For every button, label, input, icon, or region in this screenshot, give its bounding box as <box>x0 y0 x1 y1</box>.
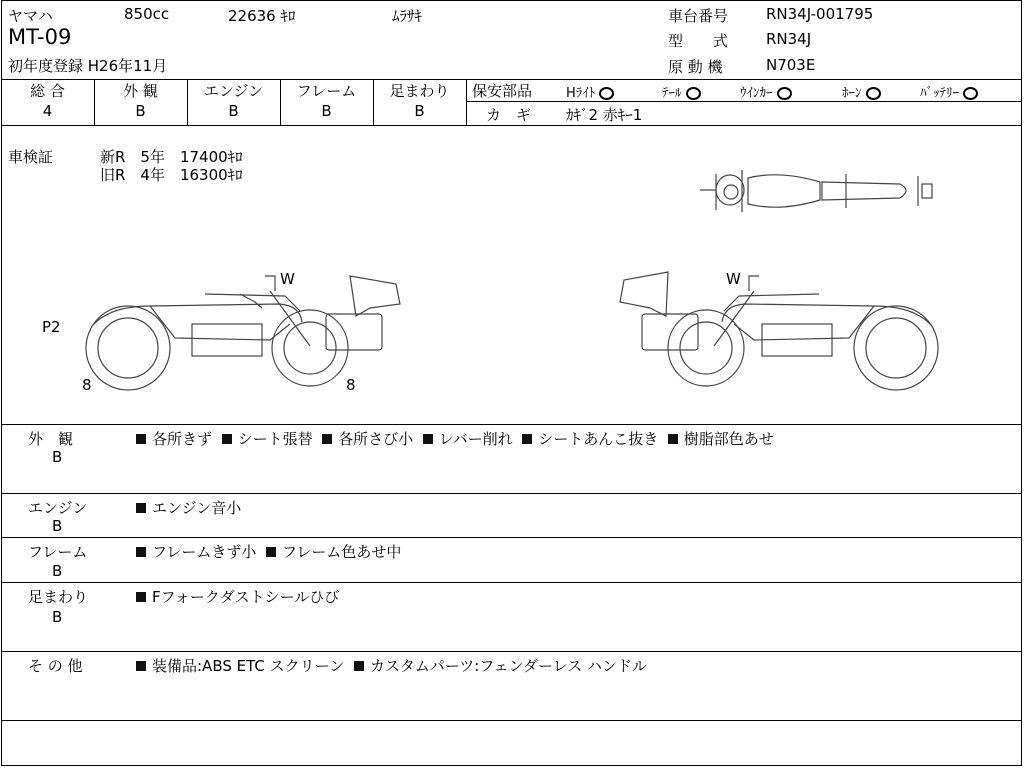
safety-tail: ﾃｰﾙ <box>662 82 701 101</box>
safety-label: 保安部品 <box>472 82 533 100</box>
remark-frame-grade: B <box>52 562 63 580</box>
frame-no-label: 車台番号 <box>668 7 729 25</box>
remark-frame-label: フレーム <box>28 543 88 561</box>
bullet-square-icon <box>222 434 232 444</box>
ok-circle-icon <box>686 87 701 100</box>
top-view-drawing <box>700 170 932 212</box>
grade-exterior-label: 外 観 <box>123 82 158 100</box>
bullet-square-icon <box>322 434 332 444</box>
ok-circle-icon <box>866 87 881 100</box>
right-side-drawing <box>620 272 938 390</box>
grade-exterior-value: B <box>135 102 146 120</box>
grade-overall-label: 総 合 <box>30 82 65 100</box>
remark-engine-label: エンジン <box>28 499 88 517</box>
bullet-square-icon <box>136 592 146 602</box>
displacement: 850cc <box>124 5 170 23</box>
first-registration: 初年度登録 H26年11月 <box>8 57 168 75</box>
remark-other-label: そ の 他 <box>28 657 83 675</box>
type-value: RN34J <box>766 30 812 48</box>
right-w-mark: W <box>726 270 741 288</box>
bullet-square-icon <box>668 434 678 444</box>
grade-engine-label: エンジン <box>203 82 264 100</box>
key-value: ｶｷﾞ2 赤ｷｰ1 <box>566 106 643 124</box>
bullet-square-icon <box>136 503 146 513</box>
color: ﾑﾗｻｷ <box>392 7 423 25</box>
model-name: MT-09 <box>8 25 72 49</box>
remark-suspension-items: Fフォークダストシールひび <box>136 586 339 607</box>
bullet-square-icon <box>266 547 276 557</box>
safety-mid-line <box>466 101 1022 102</box>
safety-horn: ﾎｰﾝ <box>842 82 881 101</box>
bullet-square-icon <box>354 661 364 671</box>
inspection-label: 車検証 <box>8 148 54 166</box>
left-front-8-mark: 8 <box>82 376 92 394</box>
safety-battery: ﾊﾞｯﾃﾘｰ <box>920 82 978 101</box>
frame-no: RN34J-001795 <box>766 5 874 23</box>
safety-winker: ｳｲﾝｶｰ <box>740 82 792 101</box>
bullet-square-icon <box>423 434 433 444</box>
remark-exterior-grade: B <box>52 448 63 466</box>
grade-suspension-value: B <box>414 102 425 120</box>
grade-overall-value: 4 <box>42 102 53 120</box>
inspection-old: 旧R 4年 16300ｷﾛ <box>100 166 243 184</box>
remark-engine-grade: B <box>52 517 63 535</box>
remark-suspension-label: 足まわり <box>28 588 89 606</box>
left-p-mark: P2 <box>42 318 61 336</box>
bullet-square-icon <box>522 434 532 444</box>
left-side-drawing <box>86 276 400 390</box>
grade-frame-value: B <box>321 102 332 120</box>
maker: ヤマハ <box>8 7 53 25</box>
remark-other-items: 装備品:ABS ETC スクリーン カスタムパーツ:フェンダーレス ハンドル <box>136 655 647 676</box>
left-rear-8-mark: 8 <box>346 376 356 394</box>
remark-exterior-label: 外 観 <box>28 430 74 448</box>
motorcycle-diagram <box>0 126 1024 424</box>
engine-label: 原 動 機 <box>668 58 723 76</box>
bullet-square-icon <box>136 434 146 444</box>
ok-circle-icon <box>599 87 614 100</box>
left-w-mark: W <box>280 270 295 288</box>
ok-circle-icon <box>777 87 792 100</box>
bullet-square-icon <box>136 661 146 671</box>
engine-value: N703E <box>766 56 816 74</box>
ok-circle-icon <box>963 87 978 100</box>
grade-suspension-label: 足まわり <box>389 82 450 100</box>
type-label: 型 式 <box>668 32 729 50</box>
key-label: カ ギ <box>486 106 532 124</box>
safety-headlight: Hﾗｲﾄ <box>566 82 614 101</box>
inspection-new: 新R 5年 17400ｷﾛ <box>100 148 243 166</box>
remark-exterior-items: 各所きず シート張替 各所さび小 レバー削れ シートあんこ抜き 樹脂部色あせ <box>136 428 774 449</box>
remark-suspension-grade: B <box>52 608 63 626</box>
grade-engine-value: B <box>228 102 239 120</box>
bullet-square-icon <box>136 547 146 557</box>
grade-frame-label: フレーム <box>296 82 357 100</box>
remark-engine-items: エンジン音小 <box>136 497 241 518</box>
mileage: 22636 ｷﾛ <box>228 7 296 25</box>
remark-frame-items: フレームきず小 フレーム色あせ中 <box>136 541 401 562</box>
